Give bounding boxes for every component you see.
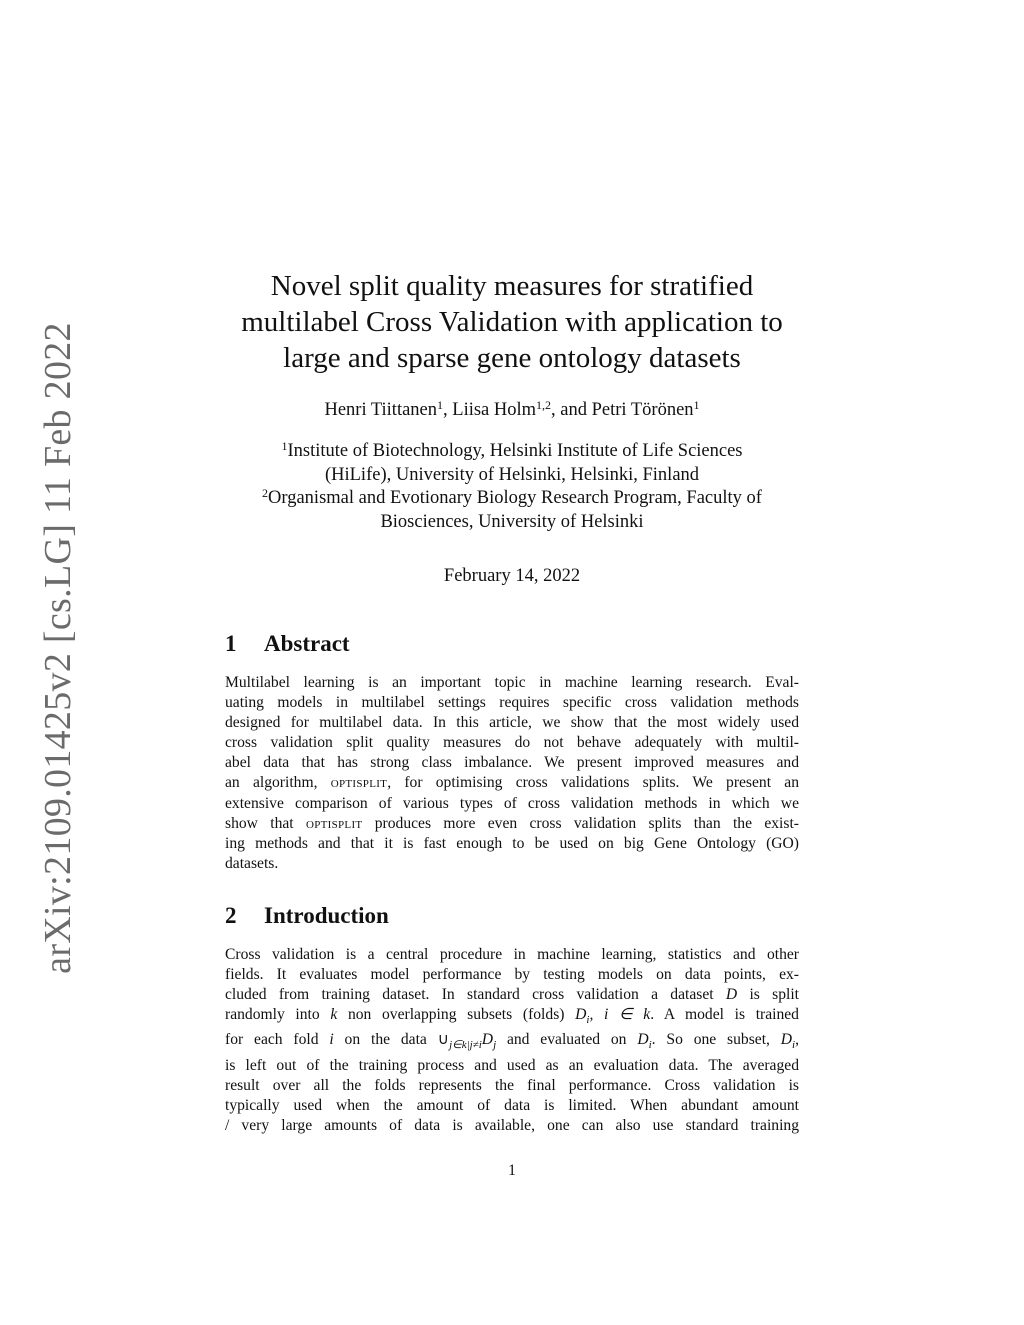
arxiv-identifier-stamp[interactable]: arXiv:2109.01425v2 [cs.LG] 11 Feb 2022 bbox=[37, 322, 79, 974]
author-affiliation-marker: 1,2 bbox=[536, 398, 552, 412]
text-line: / very large amounts of data is available, one can also use standard training bbox=[225, 1116, 799, 1134]
text-fragment: for each fold bbox=[225, 1031, 330, 1049]
text-fragment: cluded from training dataset. In standard cross validation a dataset bbox=[225, 986, 726, 1004]
author-separator: , and bbox=[551, 400, 592, 420]
affiliation-line bbox=[210, 487, 814, 511]
math-variable: i bbox=[329, 1031, 334, 1049]
author-affiliation-marker: 1 bbox=[437, 398, 444, 412]
abstract-paragraph bbox=[225, 673, 799, 874]
algorithm-name: optisplit bbox=[305, 814, 363, 832]
affiliations bbox=[210, 440, 814, 534]
text-line: result over all the folds represents the final performance. Cross validation is bbox=[225, 1076, 799, 1094]
author-name: Liisa Holm bbox=[452, 400, 537, 420]
text-fragment: produces more even cross validation splits than the exist- bbox=[362, 814, 799, 832]
text-line: typically used when the amount of data is limited. When abundant amount bbox=[225, 1096, 799, 1114]
text-line bbox=[225, 773, 799, 793]
section-number: 2 bbox=[225, 903, 237, 928]
affiliation-line: (HiLife), University of Helsinki, Helsinki, Finland bbox=[324, 464, 700, 485]
text-fragment: randomly into bbox=[225, 1006, 331, 1024]
text-fragment: non overlapping subsets (folds) bbox=[337, 1006, 576, 1024]
math-variable: D bbox=[481, 1031, 494, 1049]
text-line: Multilabel learning is an important topic in machine learning research. Eval- bbox=[225, 674, 799, 691]
affiliation-text: Institute of Biotechnology, Helsinki Institute of Life Sciences bbox=[287, 441, 743, 461]
text-line bbox=[225, 1005, 799, 1030]
text-line: is left out of the training process and used as an evaluation data. The averaged bbox=[225, 1056, 799, 1074]
math-subscript: j bbox=[493, 1039, 497, 1052]
author-separator: , bbox=[443, 400, 453, 420]
math-variable: D bbox=[637, 1031, 649, 1049]
math-variable: D bbox=[575, 1006, 587, 1024]
math-subscript: i bbox=[792, 1039, 796, 1052]
text-fragment: on the data ∪ bbox=[333, 1031, 450, 1049]
text-line bbox=[225, 814, 799, 834]
author-affiliation-marker: 1 bbox=[693, 398, 700, 412]
math-variable: k bbox=[330, 1006, 338, 1024]
math-subscript: i bbox=[586, 1014, 590, 1027]
text-line: Cross validation is a central procedure in machine learning, statistics and other bbox=[225, 946, 799, 963]
text-line: designed for multilabel data. In this article, we show that the most widely used bbox=[225, 714, 799, 732]
publication-date: February 14, 2022 bbox=[443, 566, 581, 586]
section-number: 1 bbox=[225, 631, 237, 656]
author-list bbox=[200, 398, 824, 422]
text-line: abel data that has strong class imbalance. We present improved measures and bbox=[225, 754, 799, 772]
text-line: fields. It evaluates model performance by testing models on data points, ex- bbox=[225, 966, 799, 984]
math-expression: , i ∈ k bbox=[589, 1006, 651, 1024]
affiliation-marker: 2 bbox=[262, 486, 269, 500]
text-fragment: is split bbox=[737, 986, 799, 1004]
text-line: extensive comparison of various types of cross validation methods in which we bbox=[225, 794, 799, 812]
math-variable: D bbox=[780, 1031, 793, 1049]
text-line: cross validation split quality measures do not behave adequately with multil- bbox=[225, 734, 799, 752]
algorithm-name: optisplit bbox=[330, 774, 388, 792]
math-subscript: i bbox=[648, 1039, 652, 1052]
title-line: Novel split quality measures for stratified bbox=[270, 270, 754, 302]
affiliation-marker: 1 bbox=[281, 439, 288, 453]
affiliation-text: Organismal and Evotionary Biology Research Program, Faculty of bbox=[268, 488, 762, 508]
text-fragment: . A model is trained bbox=[650, 1006, 799, 1024]
text-fragment: , for optimising cross validations splits. We present an bbox=[387, 774, 799, 792]
text-fragment: an algorithm, bbox=[225, 774, 331, 792]
section-heading-introduction bbox=[225, 902, 389, 930]
text-line: datasets. bbox=[225, 854, 279, 872]
introduction-paragraph bbox=[225, 945, 799, 1136]
paper-title bbox=[200, 268, 824, 376]
title-line: multilabel Cross Validation with application to bbox=[241, 306, 783, 338]
page-number: 1 bbox=[508, 1162, 516, 1179]
text-fragment: . So one subset, bbox=[651, 1031, 781, 1049]
text-fragment: , bbox=[795, 1031, 799, 1049]
author-name: Petri Törönen bbox=[591, 400, 694, 420]
text-line bbox=[225, 1030, 799, 1055]
text-line: uating models in multilabel settings requires specific cross validation methods bbox=[225, 694, 799, 712]
math-variable: D bbox=[725, 986, 738, 1004]
affiliation-line: Biosciences, University of Helsinki bbox=[380, 511, 644, 532]
text-fragment: and evaluated on bbox=[496, 1031, 638, 1049]
title-line: large and sparse gene ontology datasets bbox=[283, 342, 741, 374]
math-subscript: j∈k|j≠i bbox=[449, 1039, 482, 1052]
section-title: Introduction bbox=[264, 903, 389, 928]
section-title: Abstract bbox=[264, 631, 350, 656]
author-name: Henri Tiittanen bbox=[324, 400, 438, 420]
section-heading-abstract bbox=[225, 630, 350, 658]
text-line: ing methods and that it is fast enough to be used on big Gene Ontology (GO) bbox=[225, 834, 799, 852]
text-line bbox=[225, 985, 799, 1005]
affiliation-line bbox=[210, 440, 814, 464]
text-fragment: show that bbox=[225, 814, 306, 832]
